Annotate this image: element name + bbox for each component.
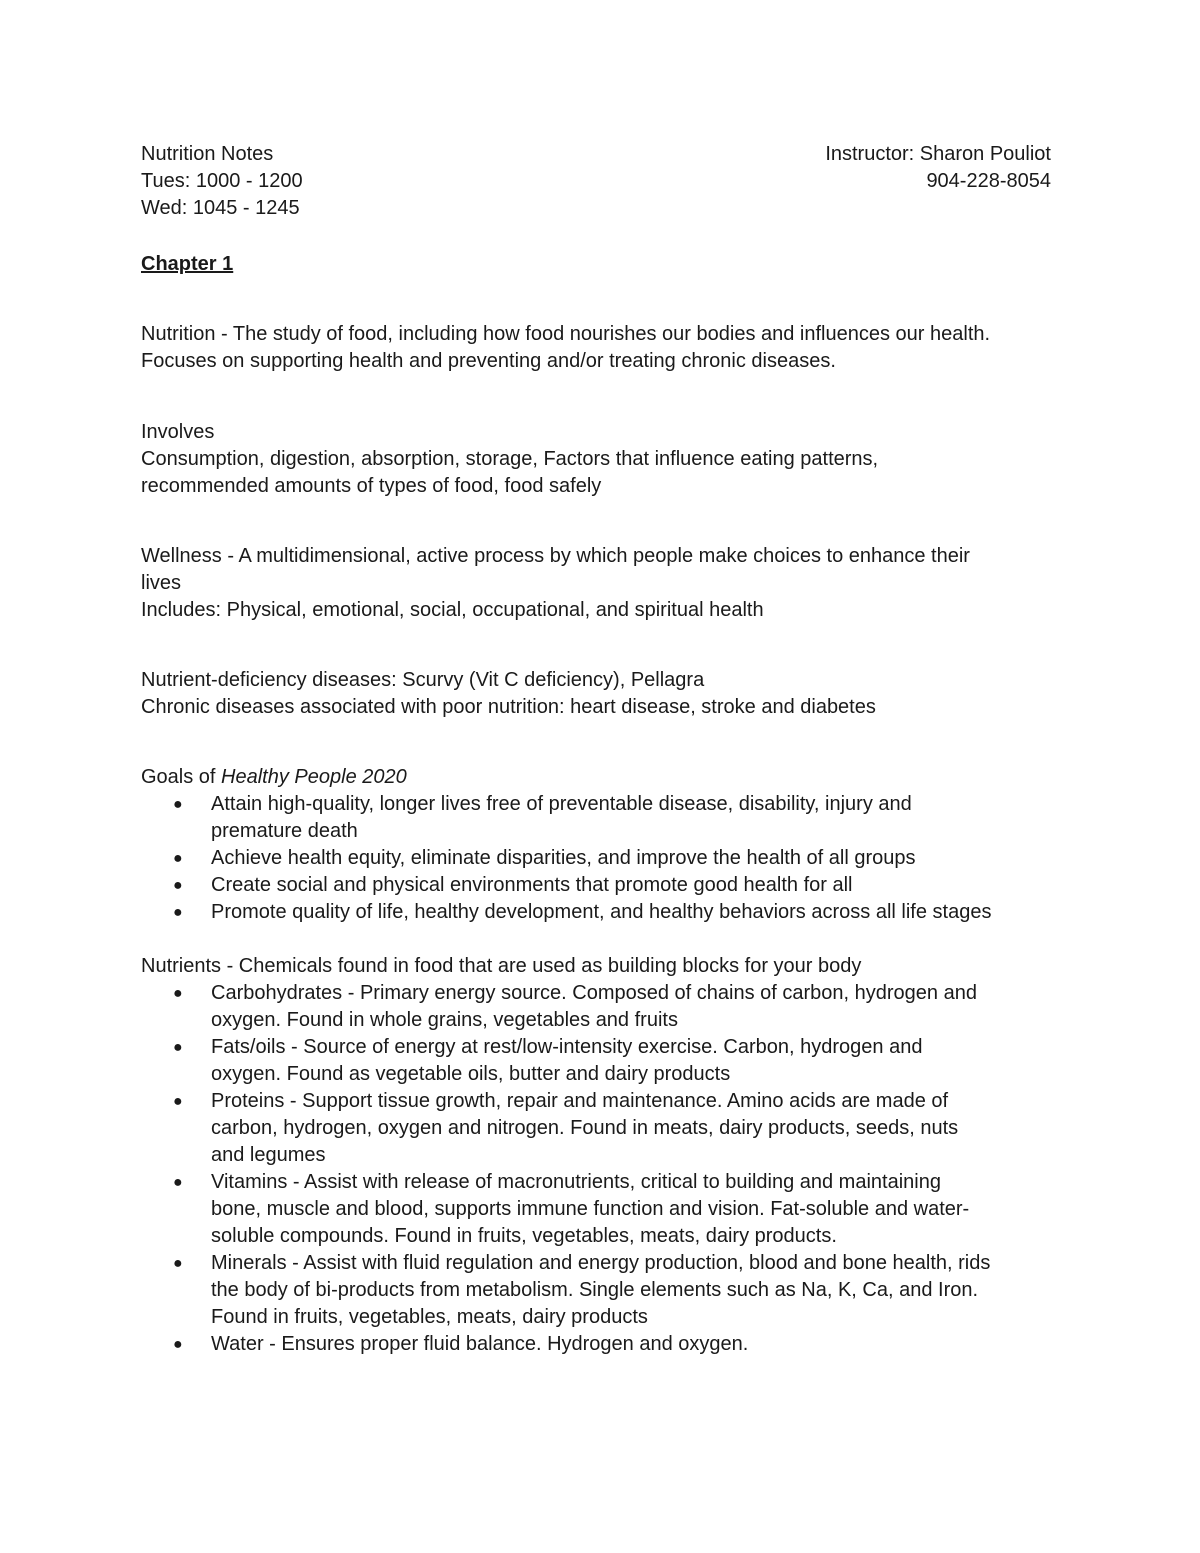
nutrition-line-1: Nutrition - The study of food, including how food nourishes our bodies and influences our health. [141,323,991,345]
deficiency-diseases: Nutrient-deficiency diseases: Scurvy (Vit C deficiency), Pellagra [141,669,705,691]
list-item [141,1331,1071,1358]
list-item-text: Carbohydrates - Primary energy source. Composed of chains of carbon, hydrogen and [211,982,977,1004]
list-item [141,1088,1071,1169]
chapter-heading: Chapter 1 [141,253,234,275]
list-item-text: bone, muscle and blood, supports immune function and vision. Fat-soluble and water- [211,1198,970,1220]
list-item-text: Promote quality of life, healthy development, and healthy behaviors across all life stages [211,901,992,923]
nutrition-definition [141,321,1071,375]
bullet-icon: ● [173,1255,183,1272]
notes-title: Nutrition Notes [141,143,274,165]
bullet-icon: ● [173,1174,183,1191]
bullet-icon: ● [173,1336,183,1353]
list-item-text: oxygen. Found as vegetable oils, butter and dairy products [211,1063,731,1085]
bullet-icon: ● [173,796,183,813]
tuesday-schedule: Tues: 1000 - 1200 [141,170,303,192]
healthy-people-title: Healthy People 2020 [221,766,407,788]
instructor-name: Instructor: Sharon Pouliot [825,143,1051,165]
document-header [141,141,1051,222]
list-item-text: Create social and physical environments that promote good health for all [211,874,853,896]
list-item-text: Vitamins - Assist with release of macronutrients, critical to building and maintaining [211,1171,941,1193]
list-item-text: Attain high-quality, longer lives free of preventable disease, disability, injury and [211,793,912,815]
involves-heading: Involves [141,421,215,443]
nutrients-list [141,980,1071,1358]
list-item [141,845,1071,872]
involves-line-1: Consumption, digestion, absorption, storage, Factors that influence eating patterns, [141,448,879,470]
list-item-text: soluble compounds. Found in fruits, vegetables, meats, dairy products. [211,1225,837,1247]
list-item [141,980,1071,1034]
wellness-section [141,543,1071,624]
bullet-icon: ● [173,1093,183,1110]
list-item-text: premature death [211,820,358,842]
wellness-line-1: Wellness - A multidimensional, active process by which people make choices to enhance their [141,545,970,567]
diseases-section [141,667,1071,721]
involves-line-2: recommended amounts of types of food, food safely [141,475,602,497]
wellness-line-3: Includes: Physical, emotional, social, occupational, and spiritual health [141,599,764,621]
list-item-text: Fats/oils - Source of energy at rest/low-intensity exercise. Carbon, hydrogen and [211,1036,923,1058]
list-item-text: oxygen. Found in whole grains, vegetables and fruits [211,1009,678,1031]
involves-section [141,419,1071,500]
nutrients-heading: Nutrients - Chemicals found in food that are used as building blocks for your body [141,955,862,977]
list-item-text: carbon, hydrogen, oxygen and nitrogen. Found in meats, dairy products, seeds, nuts [211,1117,959,1139]
list-item [141,1034,1071,1088]
bullet-icon: ● [173,1039,183,1056]
chapter-heading-block [141,251,1071,278]
list-item-text: Found in fruits, vegetables, meats, dairy products [211,1306,648,1328]
bullet-icon: ● [173,877,183,894]
bullet-icon: ● [173,985,183,1002]
nutrition-line-2: Focuses on supporting health and preventing and/or treating chronic diseases. [141,350,836,372]
list-item-text: the body of bi-products from metabolism. Single elements such as Na, K, Ca, and Iron. [211,1279,979,1301]
bullet-icon: ● [173,850,183,867]
list-item [141,872,1071,899]
nutrients-section [141,953,1071,1358]
list-item-text: Achieve health equity, eliminate disparities, and improve the health of all groups [211,847,916,869]
list-item-text: Proteins - Support tissue growth, repair and maintenance. Amino acids are made of [211,1090,949,1112]
goals-list [141,791,1071,926]
list-item [141,1250,1071,1331]
list-item-text: Water - Ensures proper fluid balance. Hydrogen and oxygen. [211,1333,749,1355]
list-item [141,899,1071,926]
goals-section [141,764,1071,926]
goals-heading: Goals of Healthy People 2020 [141,766,407,788]
instructor-phone: 904-228-8054 [926,170,1051,192]
list-item-text: and legumes [211,1144,326,1166]
chronic-diseases: Chronic diseases associated with poor nutrition: heart disease, stroke and diabetes [141,696,876,718]
list-item [141,1169,1071,1250]
list-item-text: Minerals - Assist with fluid regulation and energy production, blood and bone health, rids [211,1252,991,1274]
wellness-line-2: lives [141,572,182,594]
wednesday-schedule: Wed: 1045 - 1245 [141,197,300,219]
list-item [141,791,1071,845]
bullet-icon: ● [173,904,183,921]
